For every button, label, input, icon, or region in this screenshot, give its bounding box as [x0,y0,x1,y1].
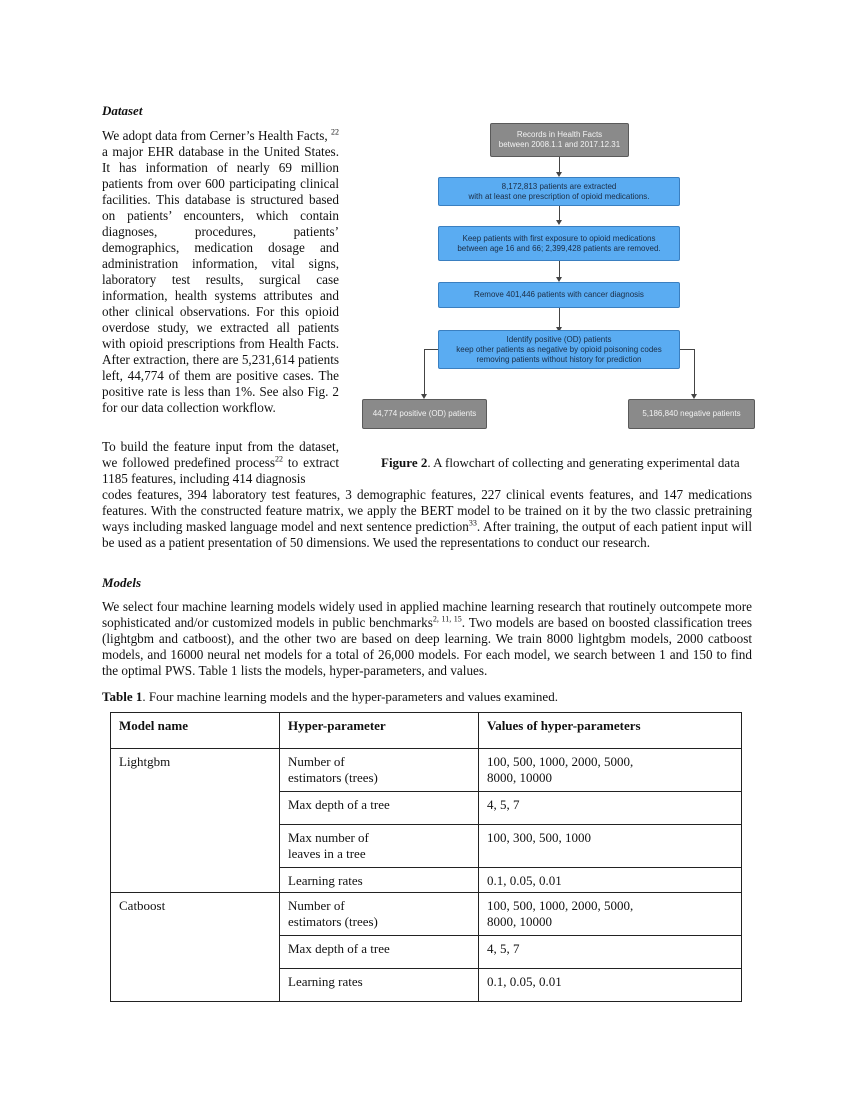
dataset-paragraph-2-start: To build the feature input from the dataset, we followed predefined process$^{22}$ to extract 1185 features, including 414 diagnosis [102,439,339,486]
param-cell: Learning rates [280,969,479,1002]
models-heading: Models [102,575,141,590]
model-name-cell: Catboost [111,893,280,1002]
dataset-paragraph-2-continued: codes features, 394 laboratory test features, 3 demographic features, 227 clinical events features, and 147 medications features. With the constructed feature matrix, we apply the BERT model to be trained on it by the two classic pretraining ways including masked language model and next sentence prediction$^{33}$. After training, the output of each patient input will be used as a patient presentation of 50 dimensions. We used the representations to conduct our research. [102,487,753,550]
table-row [111,749,742,792]
param-cell: Number of estimators (trees) [280,749,479,792]
column-header: Model name [111,713,280,749]
flow-connector [424,349,438,350]
param-cell: Learning rates [280,868,479,893]
flow-box-identify: Identify positive (OD) patients keep other patients as negative by opioid poisoning codes removing patients without history for prediction [438,330,680,369]
model-name-cell: Lightgbm [111,749,280,893]
value-cell: 0.1, 0.05, 0.01 [479,969,742,1002]
flow-connector [694,349,695,396]
value-cell: 0.1, 0.05, 0.01 [479,868,742,893]
figure-caption: Figure 2. A flowchart of collecting and generating experimental data [381,455,740,470]
flow-box-keep: Keep patients with first exposure to opioid medications between age 16 and 66; 2,399,428 patients are removed. [438,226,680,261]
models-paragraph: We select four machine learning models widely used in applied machine learning research that routinely outcompete more sophisticated and/or customized models in public benchmarks$^{2, 11, 15}$. Two models are based on boosted classification trees (lightgbm and catboost), and the other two are based on deep learning. We train 8000 lightgbm models, 2000 catboost models, and 16000 neural net models for a total of 26,000 models. For each model, we search between 1 and 150 to find the optimal PWS. Table 1 lists the models, hyper-parameters, and values. [102,599,753,678]
flow-connector [559,308,560,328]
value-cell: 100, 500, 1000, 2000, 5000, 8000, 10000 [479,893,742,936]
value-cell: 4, 5, 7 [479,936,742,969]
flow-box-negative: 5,186,840 negative patients [628,399,755,429]
dataset-heading: Dataset [102,103,143,118]
hyperparameter-table [110,712,742,1002]
value-cell: 100, 500, 1000, 2000, 5000, 8000, 10000 [479,749,742,792]
arrow-down-icon [556,220,562,225]
param-cell: Max depth of a tree [280,792,479,825]
flow-box-remove-cancer: Remove 401,446 patients with cancer diagnosis [438,282,680,308]
param-cell: Number of estimators (trees) [280,893,479,936]
flow-connector [680,349,695,350]
flow-box-positive: 44,774 positive (OD) patients [362,399,487,429]
flow-connector [559,261,560,278]
column-header: Values of hyper-parameters [479,713,742,749]
table-header-row [111,713,742,749]
flow-connector [559,206,560,221]
column-header: Hyper-parameter [280,713,479,749]
value-cell: 100, 300, 500, 1000 [479,825,742,868]
dataset-paragraph-1: We adopt data from Cerner’s Health Facts, $^{22}$ a major EHR database in the United States. It has information of nearly 69 million patients from over 600 participating clinical facilities. This database is structured based on patients’ encounters, which contain diagnoses, procedures, patients’ demographics, medication dosage and administration information, vital signs, laboratory test results, surgical case information, health systems attributes and other clinical observations. For this opioid overdose study, we extracted all patients with opioid prescriptions from Health Facts. After extraction, there are 5,231,614 patients left, 44,774 of them are positive cases. The positive rate is less than 1%. See also Fig. 2 for our data collection workflow. [102,127,339,415]
value-cell: 4, 5, 7 [479,792,742,825]
table-caption: Table 1. Four machine learning models and the hyper-parameters and values examined. [102,689,558,704]
param-cell: Max number of leaves in a tree [280,825,479,868]
flow-connector [559,157,560,173]
flow-connector [424,349,425,396]
flow-box-extracted: 8,172,813 patients are extracted with at least one prescription of opioid medications. [438,177,680,206]
table-row [111,893,742,936]
param-cell: Max depth of a tree [280,936,479,969]
flow-box-records: Records in Health Facts between 2008.1.1 and 2017.12.31 [490,123,629,157]
